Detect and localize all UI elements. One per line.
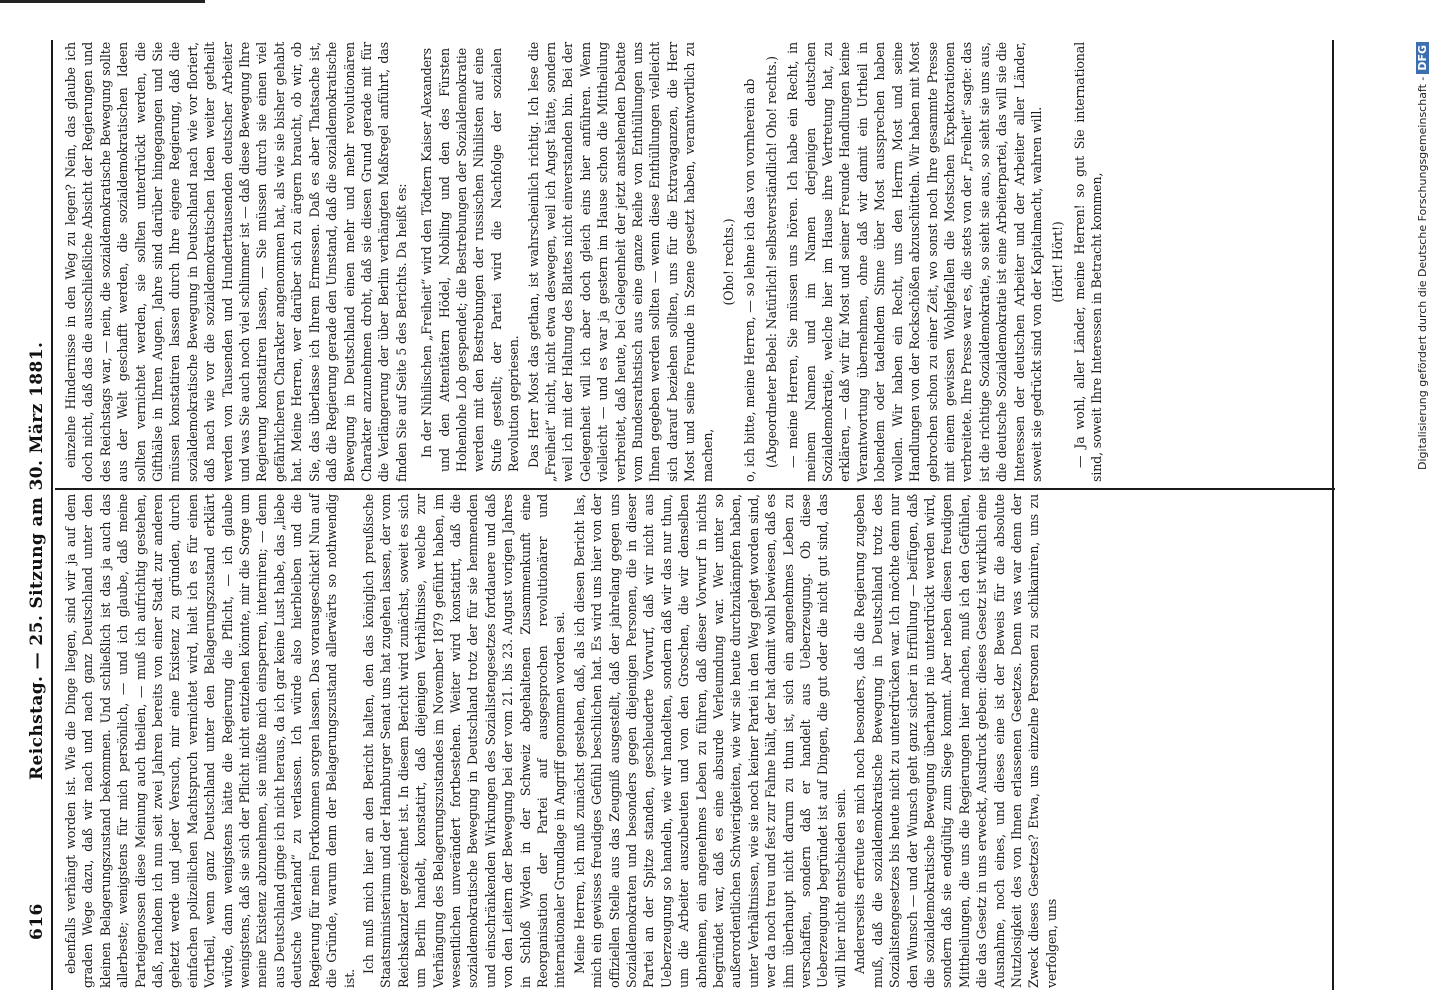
interjection: (Abgeordneter Bebel: Natürlich! selbstverständlich! Oho! rechts.) [763,56,779,468]
paragraph: einzelne Hindernisse in den Weg zu legen? Nein, das glaube ich doch nicht, daß das die ausschließliche Absicht der Regierungen und des Reichstags war, — nein, die sozialdemokratische Bewegung sollte aus der Welt geschafft werden, die sozialdemokratischen Ideen sollten vernichtet werden, sie sollten unterdrückt werden, die Gifthälse in Ihren Augen. Jahre sind darüber hingegangen und Sie müssen konstatiren lassen durch Ihre eigene Regierung, daß die sozialdemokratische Bewegung in Deutschland nach wie vor floriert, daß nach wie vor die sozialdemokratischen Ideen weiter getheilt werden von Tausenden und Hunderttausenden deutscher Arbeiter und was Sie auch noch viel schlimmer ist — daß diese Bewegung Ihre Regierung konstatiren lassen, — Sie müssen durch sie einen viel gefährlicheren Charakter angenommen hat, als wie sie bisher gehabt hat. Meine Herren, wer darüber sich zu ärgern braucht, ob wir, ob Sie, das überlasse ich Ihrem Ermessen. Daß es aber Thatsache ist, daß die Regierung gerade den Umstand, daß die sozialdemokratische Bewegung in Deutschland einen mehr und mehr revolutionären Charakter anzunehmen droht, daß sie diesen Grund gerade mit für die Verlängerung der über Berlin verhängten Maßregel anführt, das finden Sie auf Seite 5 des Berichts. Da heißt es: [63,42,409,482]
right-text-column [62,42,1327,482]
paragraph: Das Herr Most das gethan, ist wahrscheinlich richtig. Ich lese die „Freiheit“ nicht, nicht etwa deswegen, weil ich Angst hätte, sondern weil ich mit der Haltung des Blattes nicht einverstanden bin. Bei der Gelegenheit will ich aber doch gleich eins hier anführen. Wenn vielleicht — und es war ja gestern im Hause schon die Mittheilung verbreitet, daß heute, bei Gelegenheit der jetzt anstehenden Debatte vom Bundesrathstisch aus eine ganze Reihe von Enthüllungen uns Ihnen gegeben werden sollten — wenn diese Enthüllungen vielleicht sich darauf beziehen sollten, uns für die Extravaganzen, die Herr Most und seine Freunde in Szene gesetzt haben, verantwortlich zu machen, [525,42,715,482]
paragraph: ebenfalls verhängt worden ist. Wie die Dinge liegen, sind wir ja auf dem graden Wege dazu, daß wir nach und nach ganz Deutschland unter den kleinen Belagerungszustand bekommen. Und schließlich ist das ja auch das allerbeste; wenigstens für mich persönlich, — und ich glaube, daß meine Parteigenossen diese Meinung auch theilen, — muß ich aufrichtig gestehen, daß, nachdem ich nun seit zwei Jahren bereits von einer Stadt zur anderen gehetzt werde und jeder Versuch, mir eine Existenz zu gründen, durch einfachen polizeilichen Machtspruch vernichtet wird, hielt ich es für einen Vortheil, wenn ganz Deutschland unter den Belagerungszustand erklärt würde, dann wenigstens hätte die Regierung die Pflicht, — ich glaube wenigstens, daß sie sich der Pflicht nicht entziehen könnte, mir die Sorge um meine Existenz abzunehmen, sie müßte mich einsperren, interniren; — denn aus Deutschland ginge ich nicht heraus, da ich gar keine Lust habe, das „liebe deutsche Vaterland“ zu verlassen. Ich würde also hierbleiben und die Regierung für mein Fortkommen sorgen lassen. Das vorausgeschickt! Nun auf die Gründe, warum denn der Belagerungszustand allerwärts so nothwendig ist. [63,494,357,988]
page-title: Reichstag. — 25. Sitzung am 30. März 1881. [27,341,47,780]
page-number: 616 [27,903,47,940]
paragraph: — meine Herren, Sie müssen uns hören. Ich habe ein Recht, in meinem Namen und im Namen derjenigen deutschen Sozialdemokratie, welche hier im Hause ihre Vertretung hat, zu erklären, — daß wir für Most und seiner Freunde Handlungen keine Verantwortung übernehmen, ohne daß wir damit ein Urtheil in lobendem oder tadelndem Sinne über Most aussprechen haben wollen. Wir haben ein Recht, uns den Herrn Most und seine Handlungen von der Rockschößen abzuschütteln. Wir haben mit Most gebrochen schon zu einer Zeit, wo sonst noch Ihre gesammte Presse mit einem gewissen Wohlgefallen die Mostschen Expektorationen verbreitete. Ihre Presse war es, die stets von der „Freiheit“ sagte: das ist die richtige Sozialdemokratie, so sieht sie aus, so sieht sie uns aus, die deutsche Sozialdemokratie ist eine Arbeiterpartei, das will sie die Interessen der deutschen Arbeiter und der Arbeiter aller Länder, soweit sie gedrückt sind von der Kapitalmacht, wahren will. [785,42,1044,482]
paragraph: o, ich bitte, meine Herren, — so lehne ich das von vornherein ab [742,78,758,482]
top-edge-rule [0,0,205,3]
interjection: (Oho! rechts.) [721,218,737,306]
quotation: In der Nihilischen „Freiheit“ wird den Tödtern Kaiser Alexanders und den Attentätern Hödel, Nobiling und den des Fürsten Hohenlohe Lob gespendet; die Bestrebungen der Sozialdemokratie werden mit den Bestrebungen der russischen Nihilisten auf eine Stufe gestellt; der Partei wird die Nachfolge der sozialen Revolution gepriesen. [419,48,522,472]
right-edge-rule [1332,40,1334,990]
center-rule [55,488,1335,490]
paragraph: — Ja wohl, aller Länder, meine Herren! so gut Sie international sind, soweit Ihre Interessen in Betracht kommen, [1071,42,1105,482]
funding-notice-text: Digitalisierung gefördert durch die Deutsche Forschungsgemeinschaft - [1416,76,1429,470]
left-text-column [62,494,1327,988]
interjection: (Hört! Hört!) [1050,221,1066,303]
dfg-logo: DFG [1416,42,1429,74]
paragraph: Meine Herren, ich muß zunächst gestehen, daß, als ich diesen Bericht las, mich ein gewisses freudiges Gefühl beschlichen hat. Es wird uns hier von der offiziellen Stelle aus das Zeugniß ausgestellt, daß der jahrelang gegen uns Sozialdemokraten und besonders gegen diejenigen Personen, die in dieser Partei an der Spitze standen, geschleuderte Vorwurf, daß wir nicht aus Ueberzeugung so handeln, wie wir handelten, sondern daß wir das nur thun, um die Arbeiter auszubeuten und von den Groschen, die wir denselben abnehmen, ein angenehmes Leben zu führen, daß dieser Vorwurf in nichts begründet war, daß es eine absurde Verleumdung war. Wer unter so außerordentlichen Schwierigkeiten, wie wir sie heute durchzukämpfen haben, unter Verhältnissen, wie sie noch keiner Partei in den Weg gelegt worden sind, wer da noch treu und fest zur Fahne hält, der hat damit wohl bewiesen, daß es ihm überhaupt nicht darum zu thun ist, sich ein angenehmes Leben zu verschaffen, sondern daß er handelt aus Ueberzeugung. Ob diese Ueberzeugung begründet ist auf Dingen, die gut oder die nicht gut sind, das will hier nicht entschieden sein. [571,494,848,988]
header-rule [51,40,53,990]
funding-notice [1416,42,1429,470]
paragraph: Andererseits erfreute es mich noch besonders, daß die Regierung zugeben muß, daß die sozialdemokratische Bewegung in Deutschland trotz des Sozialistengesetzes bis heute nicht zu unterdrücken war. Ich möchte denn nur den Wunsch — und der Wunsch geht ganz sicher in Erfüllung — beifügen, daß die sozialdemokratische Bewegung überhaupt nie unterdrückt werden wird, sondern daß sie endgültig zum Siege kommt. Aber neben diesen freudigen Mittheilungen, die uns die Regierungen hier machen, muß ich den Gefühlen, die das Gesetz in uns erweckt, Ausdruck geben: dieses Gesetz ist wirklich eine Ausnahme, noch eines, und dieses eine ist der Beweis für die absolute Nutzlosigkeit des von Ihnen erlassenen Gesetzes. Denn was war denn der Zweck dieses Gesetzes? Etwa, uns einzelne Personen zu schikaniren, uns zu verfolgen, uns [852,494,1059,988]
paragraph: Ich muß mich hier an den Bericht halten, den das königlich preußische Staatsministerium und der Hamburger Senat uns hat zugehen lassen, der vom Reichskanzler gezeichnet ist. In diesem Bericht wird zunächst, soweit es sich um Berlin handelt, konstatirt, daß diejenigen Verhältnisse, welche zur Verhängung des Belagerungszustandes im November 1879 geführt haben, im wesentlichen unverändert fortbestehen. Weiter wird konstatirt, daß die sozialdemokratische Bewegung in Deutschland trotz der für sie hemmenden und einschränkenden Wirkungen des Sozialistengesetzes fortdauere und daß von den Leitern der Bewegung bei der vom 21. bis 23. August vorigen Jahres in Schloß Wyden in der Schweiz abgehaltenen Zusammenkunft eine Reorganisation der Partei auf ausgesprochen revolutionärer und internationaler Grundlage in Angriff genommen worden sei. [360,494,568,988]
